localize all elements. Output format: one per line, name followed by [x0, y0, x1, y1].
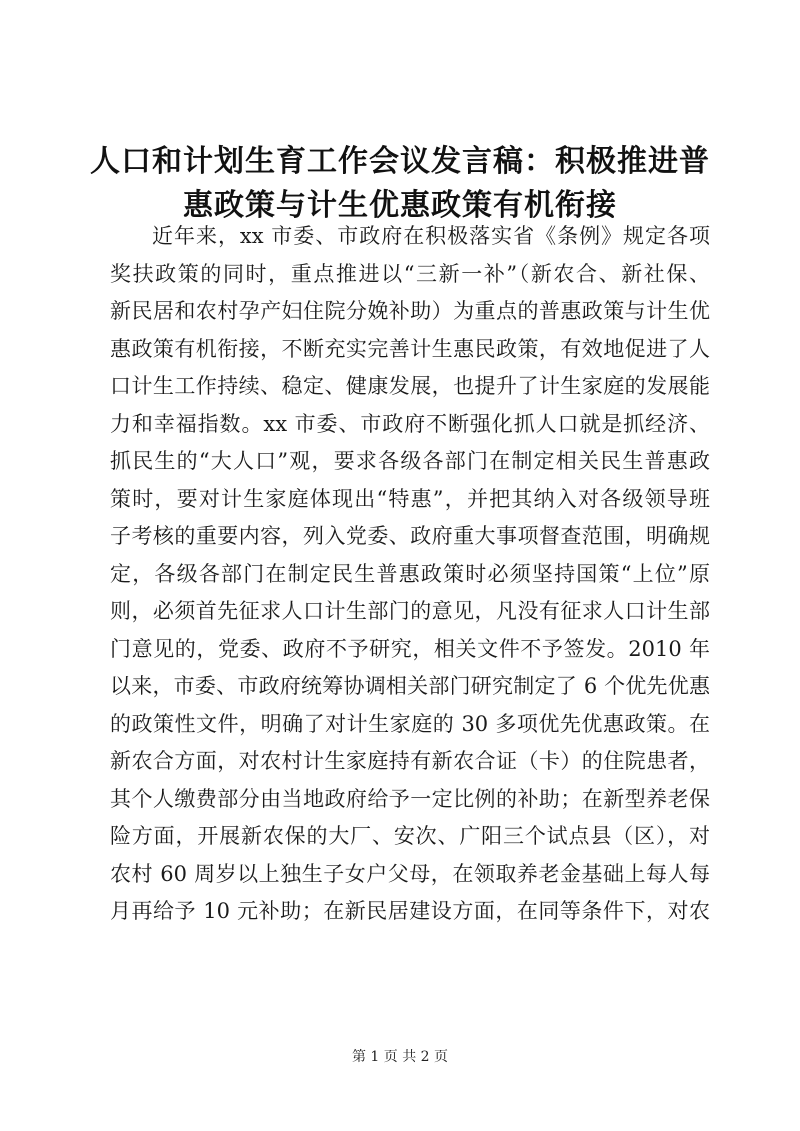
body-line: 惠政策有机衔接，不断充实完善计生惠民政策，有效地促进了人	[110, 336, 710, 361]
body-line: 定，各级各部门在制定民生普惠政策时必须坚持国策“上位”原	[110, 561, 710, 586]
body-line: 抓民生的“大人口”观，要求各级各部门在制定相关民生普惠政	[110, 449, 710, 473]
document-title	[80, 140, 720, 228]
body-line: 则，必须首先征求人口计生部门的意见，凡没有征求人口计生部	[110, 599, 710, 623]
body-line: 近年来，xx 市委、市政府在积极落实省《条例》规定各项	[152, 224, 710, 248]
body-line: 门意见的，党委、政府不予研究，相关文件不予签发。2010 年	[110, 636, 710, 661]
body-paragraph	[110, 218, 710, 931]
body-line: 子考核的重要内容，列入党委、政府重大事项督查范围，明确规	[110, 524, 710, 548]
body-line: 奖扶政策的同时，重点推进以“三新一补”（新农合、新社保、	[110, 261, 710, 286]
body-line: 以来，市委、市政府统筹协调相关部门研究制定了 6 个优先优惠	[110, 674, 710, 698]
body-line: 的政策性文件，明确了对计生家庭的 30 多项优先优惠政策。在	[110, 711, 710, 736]
body-line: 险方面，开展新农保的大厂、安次、广阳三个试点县（区），对	[110, 824, 710, 848]
page-footer: 第 1 页 共 2 页	[351, 1049, 449, 1065]
title-line: 人口和计划生育工作会议发言稿：积极推进普	[90, 144, 710, 179]
body-line: 口计生工作持续、稳定、健康发展，也提升了计生家庭的发展能	[110, 374, 710, 398]
title-line: 惠政策与计生优惠政策有机衔接	[183, 188, 617, 223]
body-line: 新民居和农村孕产妇住院分娩补助）为重点的普惠政策与计生优	[110, 299, 710, 323]
body-line: 新农合方面，对农村计生家庭持有新农合证（卡）的住院患者，	[110, 749, 710, 773]
body-line: 力和幸福指数。xx 市委、市政府不断强化抓人口就是抓经济、	[110, 411, 710, 436]
body-line: 月再给予 10 元补助；在新民居建设方面，在同等条件下，对农	[110, 899, 710, 923]
body-line: 农村 60 周岁以上独生子女户父母，在领取养老金基础上每人每	[110, 861, 710, 886]
body-line: 其个人缴费部分由当地政府给予一定比例的补助；在新型养老保	[110, 786, 710, 811]
body-line: 策时，要对计生家庭体现出“特惠”，并把其纳入对各级领导班	[110, 486, 710, 511]
